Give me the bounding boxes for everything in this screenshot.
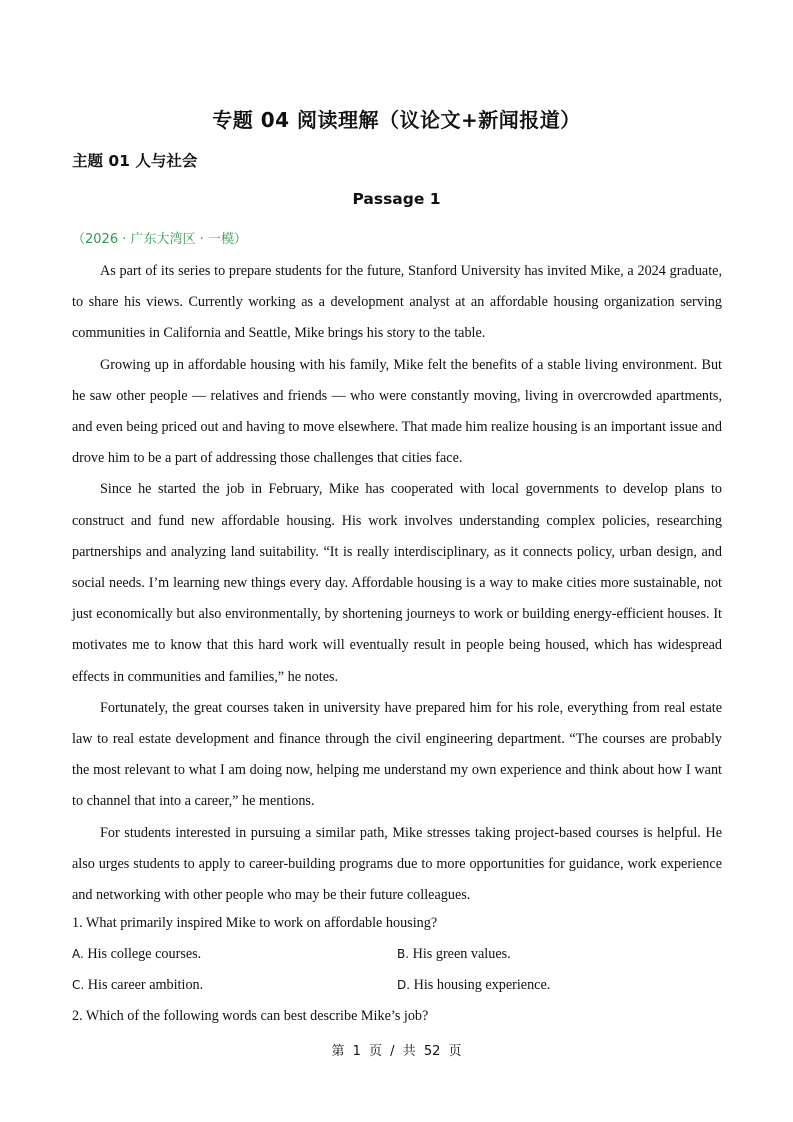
option-letter: A. [72,947,84,961]
question-stem: 2. Which of the following words can best describe Mike’s job? [72,1008,429,1024]
option-letter: B. [397,947,410,961]
paragraph: As part of its series to prepare students for the future, Stanford University has invited Mike, a 2024 graduate, to share his views. Currently working as a development analyst at an affordable housing organization serving communities in California and Seattle, Mike brings his story to the table. [72,263,722,342]
passage-title: Passage 1 [352,190,441,208]
passage-body [72,256,722,911]
paragraph: Fortunately, the great courses taken in university have prepared him for his role, everything from real estate law to real estate development and finance through the civil engineering department. “The courses are probably the most relevant to what I am doing now, helping me understand my own experience and think about how I want to channel that into a career,” he mentions. [72,699,722,810]
paragraph: Growing up in affordable housing with his family, Mike felt the benefits of a stable living environment. But he saw other people — relatives and friends — who were constantly moving, living in overcrowded apartments, and even being priced out and having to move elsewhere. That made him realize housing is an important issue and drove him to be a part of addressing those challenges that cities face. [72,356,722,467]
topic-heading: 主题 01 人与社会 [72,152,198,170]
source-label: （2026 · 广东大湾区 · 一模） [72,232,247,247]
question-1 [72,908,722,1001]
question-stem: 1. What primarily inspired Mike to work on affordable housing? [72,915,438,931]
option-c [72,970,397,1001]
option-text: His career ambition. [87,977,204,993]
paragraph: Since he started the job in February, Mike has cooperated with local governments to develop plans to construct and fund new affordable housing. His work involves understanding complex policies, researching partnerships and analyzing land suitability. “It is really interdisciplinary, as it connects policy, urban design, and social needs. I’m learning new things every day. Affordable housing is a way to make cities more sustainable, not just economically but also environmentally, by shortening journeys to work or building energy-efficient houses. It motivates me to know that this hard work will eventually result in people being housed, which has widespread effects in communities and families,” he notes. [72,481,722,685]
options-list [72,939,722,1001]
document-title: 专题 04 阅读理解（议论文+新闻报道） [212,108,581,132]
option-b [397,939,722,970]
option-d [397,970,722,1001]
option-text: His green values. [412,946,511,962]
option-letter: C. [72,978,85,992]
option-text: His college courses. [87,946,202,962]
option-a [72,939,397,970]
option-letter: D. [397,978,411,992]
page-footer: 第 1 页 / 共 52 页 [331,1044,462,1059]
questions-section [72,908,722,1032]
paragraph: For students interested in pursuing a similar path, Mike stresses taking project-based courses is helpful. He also urges students to apply to career-building programs due to more opportunities for guidance, work experience and networking with other people who may be their future colleagues. [72,824,722,904]
question-2 [72,1001,722,1032]
option-text: His housing experience. [413,977,551,993]
